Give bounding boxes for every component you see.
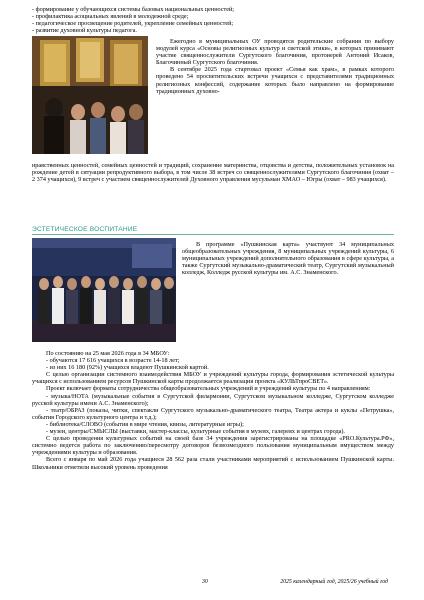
list-item: - музыка/НОТА (музыкальные события в Сургутской филармонии, Сургутском музыкальном колледже, Сургутском колледже русской культуры имени А.С. Знаменского);: [32, 392, 394, 407]
list-item: - музеи, центры/СМЫСЛЫ (выставки, мастер-классы, культурные события в музеях, галереях и центрах города).: [46, 428, 345, 436]
list-item: - театр/ОБРАЗ (показы, читки, спектакли Сургутского музыкально-драматического театра, Театра актера и куклы «Петрушка», события Городского культурного центра и т.д.);: [32, 406, 394, 421]
paragraph: нравственных ценностей, семейных ценностей и традиций, сохранение материнства, отцовства и детства, положительных установок на рождение детей в ситуации репродуктивного выбора, в том числе 38 встреч со священнослужителями Сургутского благочиния (охват – 2 374 учащихся), 9 встреч с участием священнослужителей Духовного управления мусульман ХМАО – Югры (охват – 983 учащихся).: [32, 162, 394, 184]
list-item: - обучаются 17 616 учащихся в возрасте 14-18 лет;: [46, 357, 180, 365]
list-item: - профилактика асоциальных явлений в молодежной среде;: [32, 13, 189, 21]
footer-year: 2025 календарный год, 2025/26 учебный год: [280, 579, 388, 585]
paragraph: С целью проведения культурных событий на своей базе 34 учреждения зарегистрированы на площадке «PRO.Культура.РФ», системно ведется работа по заключению/пересмотру договоров безвозмездного пользования муниципальным имуществом между учреждениями культуры и образования.: [32, 435, 394, 457]
page-number: 30: [202, 579, 208, 585]
paragraph: С целью организации системного взаимодействия МБОУ и учреждений культуры города, формирования эстетической культуры учащихся с использованием ресурсов Пушкинской карты продолжается реализация проекта «КУЛЬТпроСВЕТ».: [32, 371, 394, 386]
pushkin-card-group-photo: [32, 238, 176, 342]
pushkin-card-details: [32, 350, 394, 471]
meetings-summary-text: [32, 162, 394, 183]
paragraph: Всего с января по май 2026 года учащиеся 28 562 раза стали участниками мероприятий с использованием Пушкинской карты. Школьники отметили высокий уровень проведения: [32, 456, 394, 471]
pushkin-card-program-text: [182, 241, 394, 276]
paragraph: В программе «Пушкинская карта» участвуют 34 муниципальных общеобразовательных учреждения, 8 муниципальных учреждений культуры, 6 муниципальных учреждений дополнительного образования в сфере культуры, а также Сургутский музыкально-драматический театр, Сургутский музыкальный колледж, Колледж русской культуры им. А.С. Знаменского.: [182, 241, 394, 277]
list-item: - формирование у обучающихся системы базовых национальных ценностей;: [32, 6, 235, 13]
paragraph: Ежегодно в муниципальных ОУ проводятся родительские собрания по выбору модулей курса «Основы религиозных культур и светской этики», в которых принимают участие священнослужители Сургутского благочиния, протоиерей Антоний Исаков, Благочинный Сургутского благочиния.: [156, 38, 394, 67]
list-item: - педагогическое просвещение родителей, укрепление семейных ценностей;: [32, 20, 234, 28]
course-meetings-text: [156, 38, 394, 95]
document-page: [32, 0, 394, 600]
church-meeting-photo: [32, 36, 148, 154]
top-goals-list: [32, 6, 394, 34]
list-item: - развитие духовной культуры педагога.: [32, 27, 137, 35]
paragraph: В сентябре 2025 года стартовал проект «Семья как храм», в рамках которого проведено 54 просветительских встречи учащихся с представителями традиционных религиозных конфессий, содержание которых было направлено на формирование традиционных духовно-: [156, 66, 394, 95]
stats-intro: По состоянию на 25 мая 2026 года в 34 МБОУ:: [46, 350, 170, 357]
section-title-aesthetic: ЭСТЕТИЧЕСКОЕ ВОСПИТАНИЕ: [32, 226, 394, 235]
list-item: - библиотека/СЛОВО (события в мире чтения, квизы, литературные игры);: [46, 420, 244, 428]
list-item: - из них 16 180 (92%) учащихся владеют Пушкинской картой.: [46, 364, 209, 372]
paragraph: Проект включает форматы сотрудничества общеобразовательных учреждений и учреждений культуры по 4 направлениям:: [46, 385, 371, 393]
